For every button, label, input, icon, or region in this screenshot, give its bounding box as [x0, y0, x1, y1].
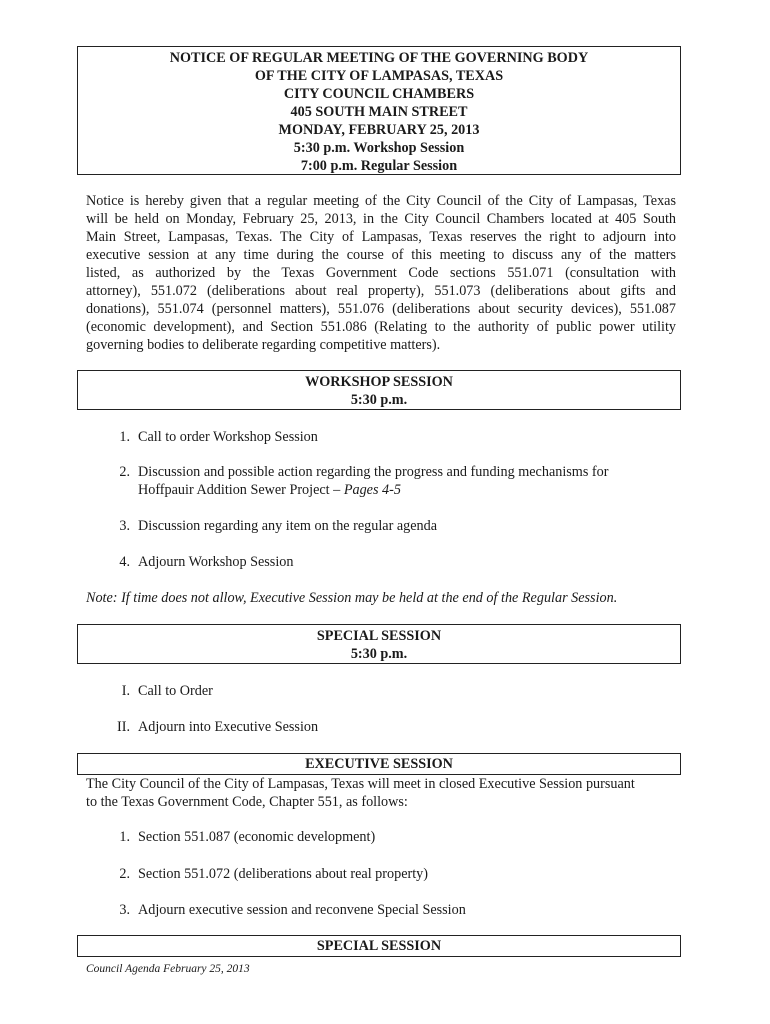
item-text: Discussion regarding any item on the regular agenda: [138, 518, 438, 534]
special-session-box-2: [77, 935, 681, 957]
intro-line: Notice is hereby given that a regular meeting of the City Council of the City of Lampasas, Texas: [86, 193, 676, 209]
item-number: 1.: [119, 829, 130, 845]
item-text: Section 551.072 (deliberations about real property): [138, 866, 428, 882]
list-item: [100, 828, 375, 846]
intro-line: attorney), 551.072 (deliberations about real property), 551.073 (deliberations about gifts and: [86, 283, 676, 299]
header-line-1: NOTICE OF REGULAR MEETING OF THE GOVERNING BODY: [169, 50, 589, 66]
item-number: 2.: [119, 464, 130, 480]
list-item: [100, 865, 428, 883]
list-item: [100, 901, 466, 919]
item-text: Discussion and possible action regarding the progress and funding mechanisms for: [138, 464, 609, 480]
executive-title: EXECUTIVE SESSION: [305, 756, 453, 772]
workshop-time: 5:30 p.m.: [350, 392, 408, 408]
page-footer: Council Agenda February 25, 2013: [86, 963, 250, 975]
special2-title: SPECIAL SESSION: [316, 938, 442, 954]
item-text: Adjourn Workshop Session: [138, 554, 294, 570]
item-number: 3.: [119, 518, 130, 534]
page-reference: Pages 4-5: [343, 482, 401, 498]
workshop-title: WORKSHOP SESSION: [305, 374, 453, 390]
special-session-box: [77, 624, 681, 664]
intro-line: will be held on Monday, February 25, 2013, in the City Council Chambers located at 405 South: [86, 211, 676, 227]
intro-line: (economic development), and Section 551.086 (Relating to the authority of public power utility: [86, 319, 676, 335]
header-line-7: 7:00 p.m. Regular Session: [300, 158, 458, 174]
list-item: [100, 682, 213, 700]
notice-header-box: [77, 46, 681, 175]
intro-line: governing bodies to deliberate regarding competitive matters).: [86, 337, 441, 353]
item-text: Adjourn into Executive Session: [138, 719, 319, 735]
list-item: [100, 428, 318, 446]
item-number: 1.: [119, 429, 130, 445]
item-text: Section 551.087 (economic development): [138, 829, 376, 845]
item-number: 3.: [119, 902, 130, 918]
item-number: II.: [117, 719, 130, 735]
header-line-5: MONDAY, FEBRUARY 25, 2013: [278, 122, 480, 138]
item-text: Adjourn executive session and reconvene Special Session: [138, 902, 466, 918]
intro-line: donations), 551.074 (personnel matters), 551.076 (deliberations about security devices), 551.087: [86, 301, 676, 317]
executive-intro-line: to the Texas Government Code, Chapter 551, as follows:: [86, 794, 408, 810]
intro-line: Main Street, Lampasas, Texas. The City of Lampasas, Texas reserves the right to adjourn into: [86, 229, 676, 245]
header-line-4: 405 SOUTH MAIN STREET: [290, 104, 468, 120]
executive-intro-line: The City Council of the City of Lampasas, Texas will meet in closed Executive Session pursuant: [86, 776, 635, 792]
item-text-line2: Hoffpauir Addition Sewer Project –: [138, 482, 344, 498]
header-line-2: OF THE CITY OF LAMPASAS, TEXAS: [254, 68, 504, 84]
item-number: I.: [121, 683, 130, 699]
executive-session-box: [77, 753, 681, 775]
header-line-6: 5:30 p.m. Workshop Session: [293, 140, 465, 156]
intro-line: listed, as authorized by the Texas Government Code sections 551.071 (consultation with: [86, 265, 676, 281]
intro-paragraph: [86, 192, 676, 354]
workshop-session-box: [77, 370, 681, 410]
intro-line: executive session at any time during the course of this meeting to discuss any of the matters: [86, 247, 676, 263]
item-text: Call to order Workshop Session: [138, 429, 318, 445]
list-item: [100, 517, 437, 535]
list-item: [100, 553, 293, 571]
item-number: 4.: [119, 554, 130, 570]
special-title: SPECIAL SESSION: [316, 628, 442, 644]
special-time: 5:30 p.m.: [350, 646, 408, 662]
list-item: [100, 463, 608, 499]
item-number: 2.: [119, 866, 130, 882]
executive-session-note: Note: If time does not allow, Executive Session may be held at the end of the Regular Session.: [86, 590, 618, 606]
header-line-3: CITY COUNCIL CHAMBERS: [283, 86, 475, 102]
item-text: Call to Order: [138, 683, 213, 699]
list-item: [100, 718, 318, 736]
item-text-continued: [108, 481, 608, 499]
executive-intro: [86, 775, 676, 811]
